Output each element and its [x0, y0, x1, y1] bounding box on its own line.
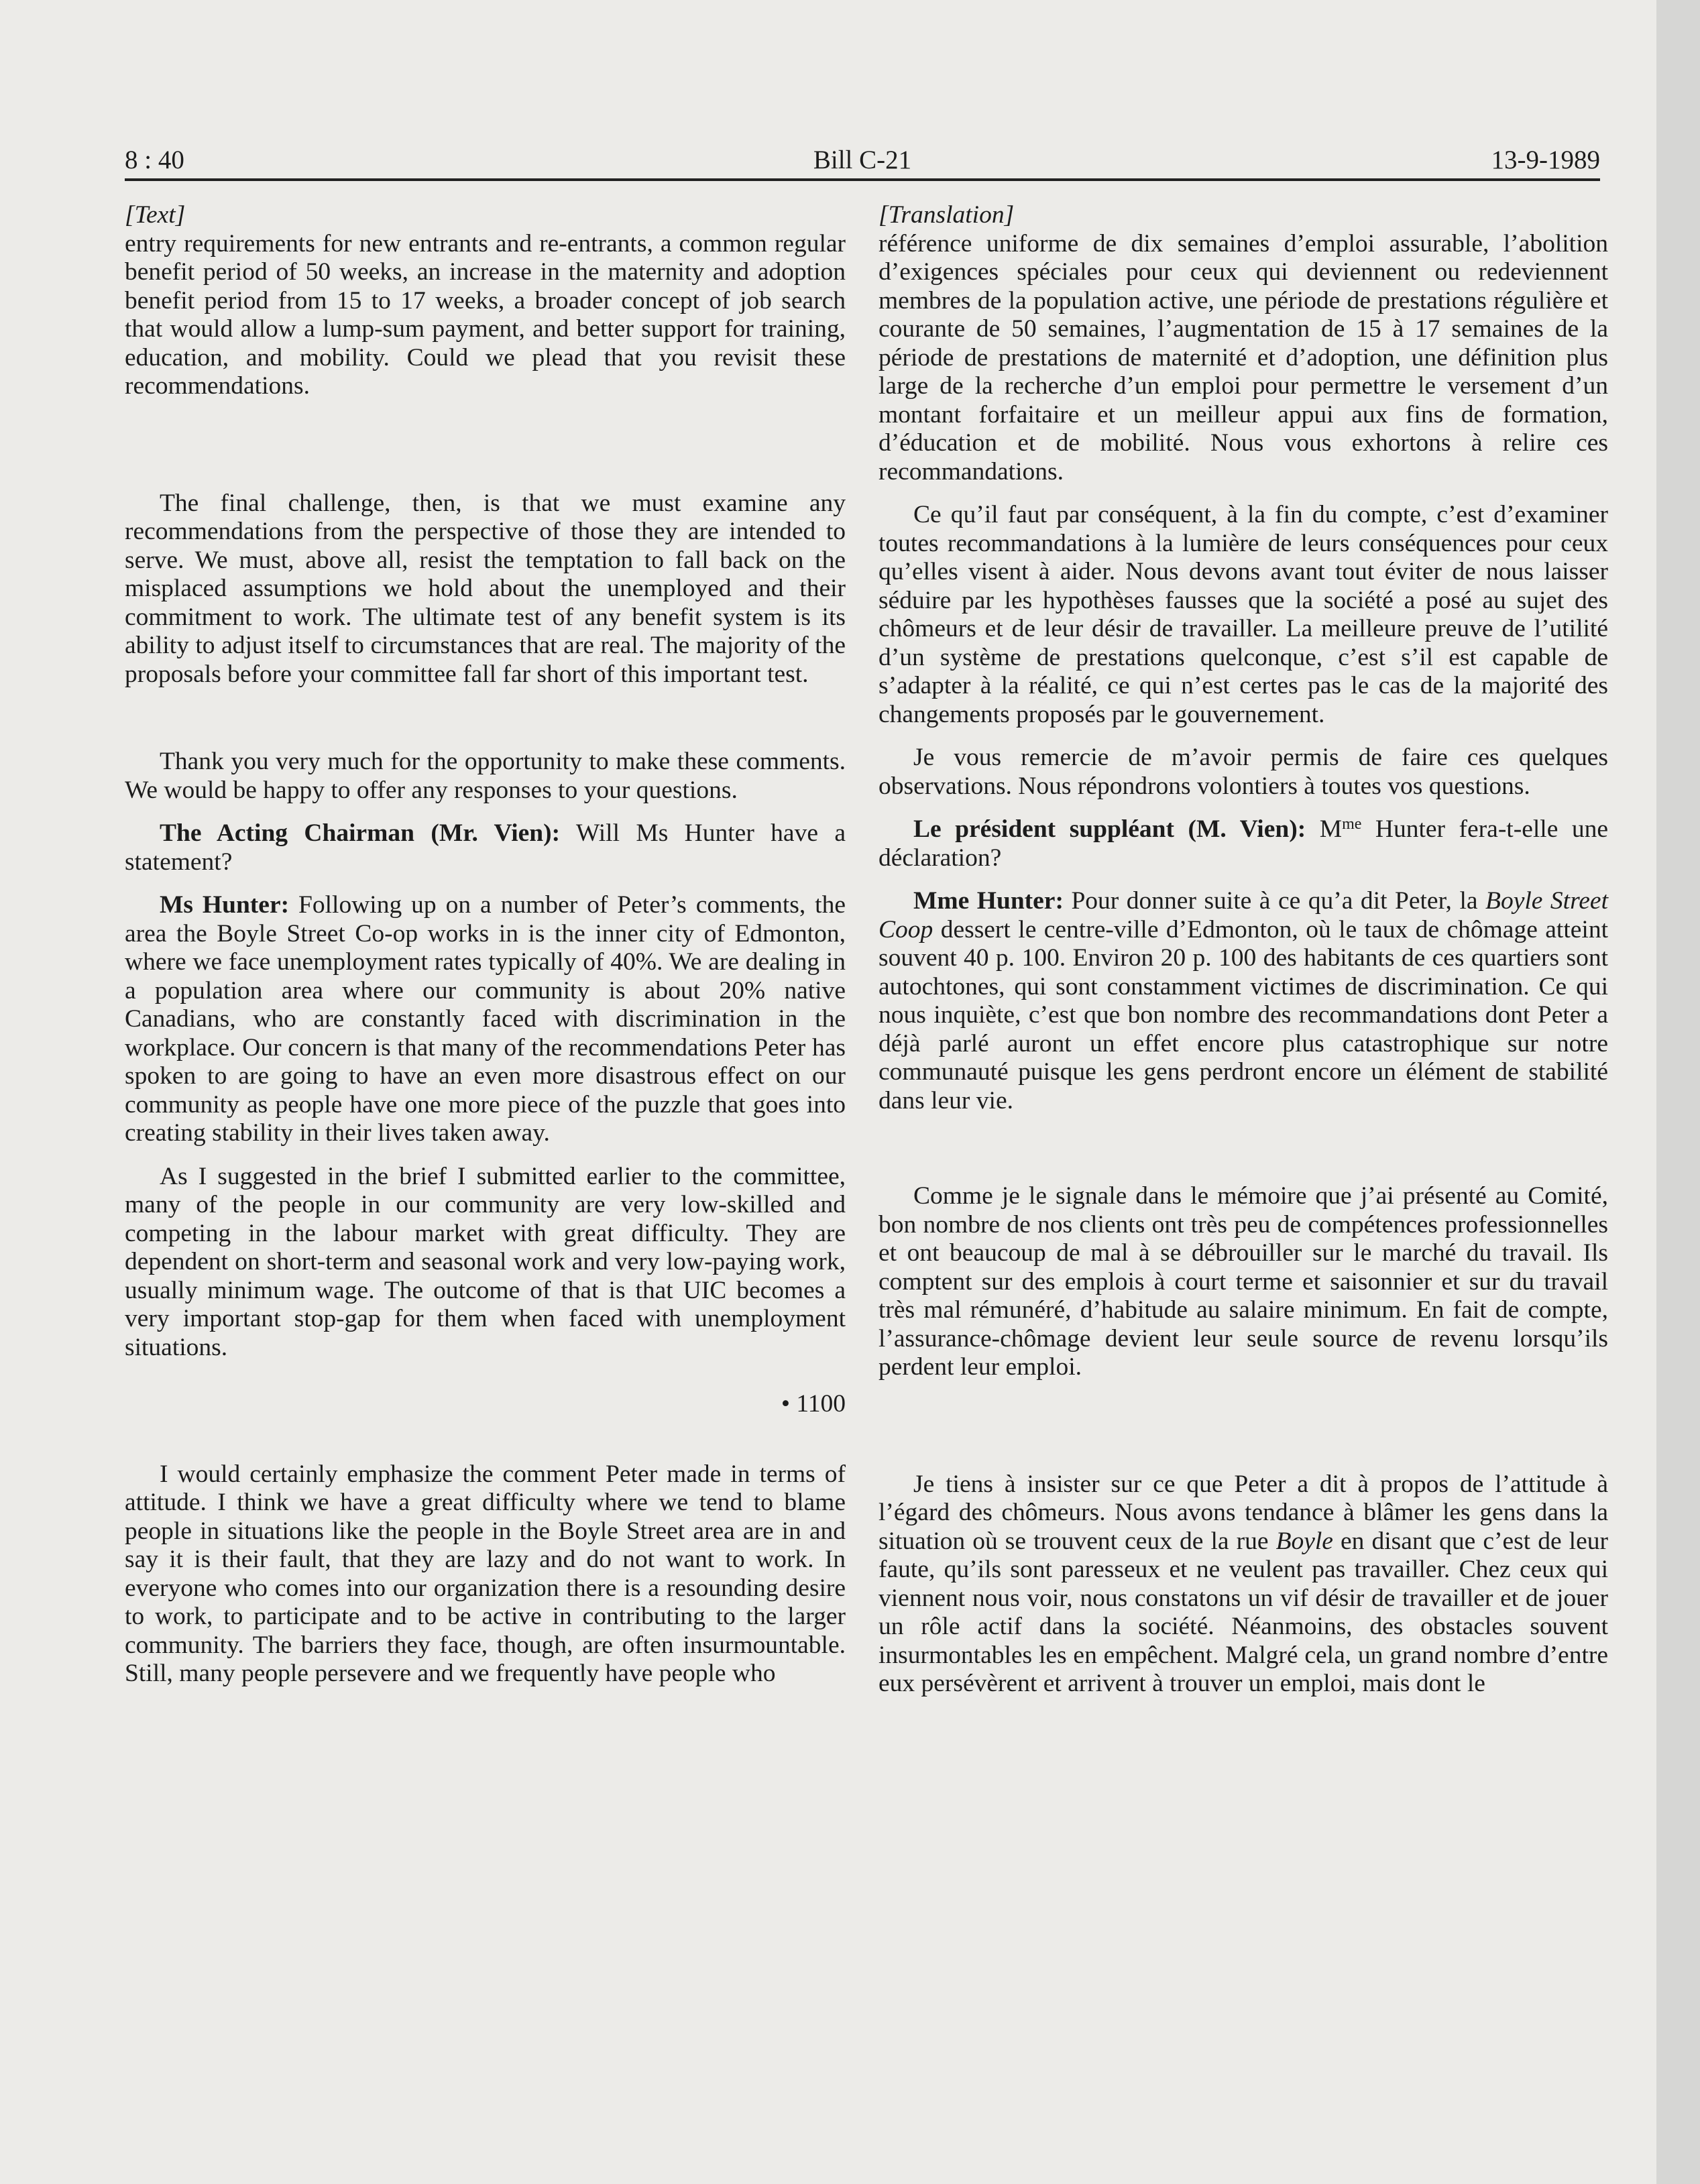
speech-text: Je tiens à insister sur ce que Peter a dit à propos de l’attitude à l’égard des chômeurs. Nous avons tendance à blâmer les gens dans la situation où se trouvent ceux de la rue [879, 1470, 1608, 1555]
superscript: me [1342, 815, 1362, 833]
paragraph: As I suggested in the brief I submitted earlier to the committee, many of the people in our community are very low-skilled and competing in the labour market with great difficulty. They are dependent on short-term and seasonal work and very low-paying work, usually minimum wage. The outcome of that is that UIC becomes a very important stop-gap for them when faced with unemployment situations. [125, 1162, 846, 1361]
header-date: 13-9-1989 [1491, 146, 1600, 174]
speaker-paragraph [879, 815, 1608, 872]
italic-name: Boyle Street Coop [879, 887, 1608, 943]
speaker-name: Mme Hunter: [913, 887, 1064, 915]
speaker-paragraph [125, 891, 846, 1148]
english-column [125, 201, 846, 1688]
speaker-paragraph [125, 819, 846, 876]
french-column [879, 201, 1608, 1699]
page-edge [1656, 0, 1700, 2184]
paragraph: référence uniforme de dix semaines d’emploi assurable, l’abolition d’exigences spéciales pour ceux qui deviennent ou redeviennent membres de la population active, une période de prestations régulière et courante de 50 semaines, l’augmentation de 15 à 17 semaines de la période de prestations de maternité et d’adoption, une définition plus large de la recherche d’un emploi pour permettre le versement d’un montant forfaitaire et un meilleur appui aux fins de formation, d’éducation et de mobilité. Nous vous exhortons à relire ces recommandations. [879, 229, 1608, 485]
paragraph: Je vous remercie de m’avoir permis de faire ces quelques observations. Nous répondrons volontiers à toutes vos questions. [879, 744, 1608, 800]
paragraph: The final challenge, then, is that we must examine any recommendations from the perspective of those they are intended to serve. We must, above all, resist the temptation to fall back on the misplaced assumptions we hold about the unemployed and their commitment to work. The ultimate test of any benefit system is its ability to adjust itself to circumstances that are real. The majority of the proposals before your committee fall far short of this important test. [125, 489, 846, 688]
speech-text: Will Ms Hunter have a statement? [125, 819, 846, 876]
speaker-paragraph [879, 887, 1608, 1115]
paragraph [879, 1471, 1608, 1699]
speech-text: Following up on a number of Peter’s comments, the area the Boyle Street Co-op works in is the inner city of Edmonton, where we face unemployment rates typically of 40%. We are dealing in a population area where our community is about 20% native Canadians, who are constantly faced with discrimination in the workplace. Our concern is that many of the recommendations Peter has spoken to are going to have an even more disastrous effect on our community as people have one more piece of the puzzle that goes into creating stability in their lives taken away. [125, 891, 846, 1147]
speaker-name: The Acting Chairman (Mr. Vien): [160, 819, 561, 847]
bill-title: Bill C-21 [813, 146, 912, 174]
speaker-name: Le président suppléant (M. Vien): [913, 815, 1306, 843]
speech-text: Hunter fera-t-elle une déclaration? [879, 815, 1608, 872]
text-label: [Text] [125, 201, 186, 229]
paragraph: Comme je le signale dans le mémoire que j’ai présenté au Comité, bon nombre de nos clients ont très peu de compétences professionnelles et ont beaucoup de mal à se débrouiller sur le marché du travail. Ils comptent sur des emplois à court terme et saisonnier et sur du travail très mal rémunéré, d’habitude au salaire minimum. En fait de compte, l’assurance-chômage devient leur seule source de revenu lorsqu’ils perdent leur emploi. [879, 1182, 1608, 1381]
timestamp-marker: • 1100 [781, 1390, 846, 1418]
paragraph: I would certainly emphasize the comment Peter made in terms of attitude. I think we have a great difficulty where we tend to blame people in situations like the people in the Boyle Street area are in and say it is their fault, that they are lazy and do not want to work. In everyone who comes into our organization there is a resounding desire to work, to participate and to be active in contributing to the larger community. The barriers they face, though, are often insurmountable. Still, many people persevere and we frequently have people who [125, 1460, 846, 1687]
header-rule [125, 178, 1600, 181]
speaker-name: Ms Hunter: [160, 891, 290, 919]
paragraph: Ce qu’il faut par conséquent, à la fin du compte, c’est d’examiner toutes recommandations à la lumière de leurs conséquences pour ceux qu’elles visent à aider. Nous devons avant tout éviter de nous laisser séduire par les hypothèses fausses que la société a posé au sujet des chômeurs et de leur désir de travailler. La meilleure preuve de l’utilité d’un système de prestations quelconque, c’est s’il est capable de s’adapter à la réalité, ce qui n’est certes pas le cas de la majorité des changements proposés par le gouvernement. [879, 501, 1608, 728]
speech-text: M [1306, 815, 1343, 843]
speech-text: Pour donner suite à ce qu’a dit Peter, la [1063, 887, 1486, 915]
paragraph: Thank you very much for the opportunity to make these comments. We would be happy to offer any responses to your questions. [125, 748, 846, 804]
translation-label: [Translation] [879, 201, 1015, 229]
paragraph: entry requirements for new entrants and re-entrants, a common regular benefit period of 50 weeks, an increase in the maternity and adoption benefit period from 15 to 17 weeks, a broader concept of job search that would allow a lump-sum payment, and better support for training, education, and mobility. Could we plead that you revisit these recommendations. [125, 229, 846, 400]
italic-name: Boyle [1276, 1527, 1333, 1555]
page-number: 8 : 40 [125, 146, 184, 174]
page-header [125, 139, 1600, 180]
speech-text: dessert le centre-ville d’Edmonton, où le taux de chômage atteint souvent 40 p. 100. Environ 20 p. 100 des habitants de ces quartiers sont autochtones, qui sont constamment victimes de discrimination. Ce qui nous inquiète, c’est que bon nombre des recommandations dont Peter a déjà parlé auront un effet encore plus catastrophique sur notre communauté puisque les gens perdront encore un élément de stabilité dans leur vie. [879, 915, 1608, 1114]
speech-text: en disant que c’est de leur faute, qu’ils sont paresseux et ne veulent pas travailler. Chez ceux qui viennent nous voir, nous constatons un vif désir de travailler et de jouer un rôle actif dans la société. Néanmoins, des obstacles souvent insurmontables les en empêchent. Malgré cela, un grand nombre d’entre eux persévèrent et arrivent à trouver un emploi, mais dont le [879, 1527, 1608, 1697]
